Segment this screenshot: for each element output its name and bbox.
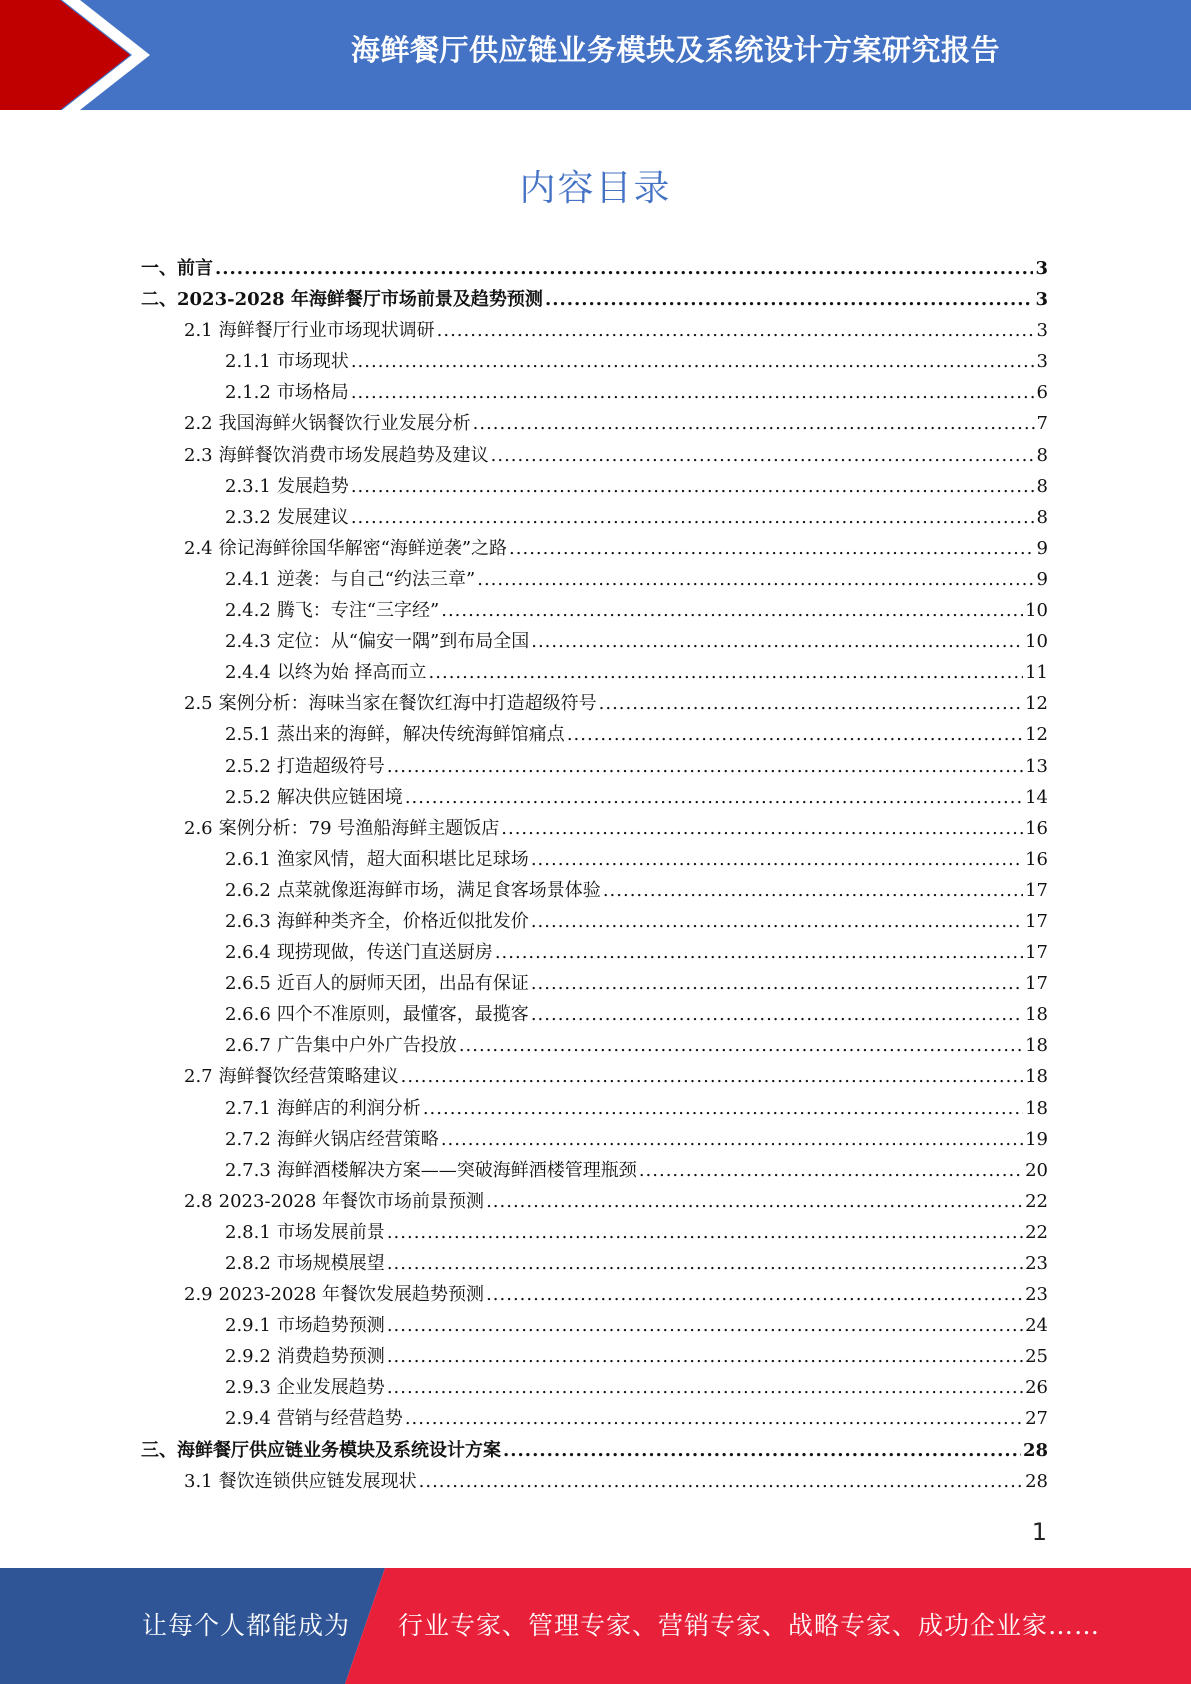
toc-entry-page: 8: [1036, 475, 1048, 497]
toc-entry[interactable]: [141, 534, 1048, 565]
toc-dot-leader: [441, 1129, 1023, 1150]
toc-entry-page: 9: [1036, 568, 1048, 590]
toc-entry-title: 海鲜种类齐全，价格近似批发价: [276, 910, 529, 932]
toc-dot-leader: [495, 942, 1023, 963]
toc-entry-title: 现捞现做，传送门直送厨房: [276, 942, 493, 964]
toc-entry-page: 10: [1025, 631, 1048, 653]
header-band: [0, 0, 1191, 110]
toc-entry-number: 2.4.3: [225, 631, 271, 653]
toc-entry-number: 2.6: [184, 817, 213, 839]
toc-entry[interactable]: [141, 969, 1048, 1000]
toc-entry[interactable]: [141, 254, 1048, 285]
toc-entry-title: 案例分析：海味当家在餐饮红海中打造超级符号: [218, 693, 597, 715]
toc-entry-number: 2.5: [184, 693, 213, 715]
toc-entry[interactable]: [141, 347, 1048, 378]
toc-entry-title: 渔家风情，超大面积堪比足球场: [276, 848, 529, 870]
toc-entry-title: 海鲜餐饮消费市场发展趋势及建议: [218, 444, 489, 466]
toc-entry-number: 2.4: [184, 537, 213, 559]
toc-entry[interactable]: [141, 285, 1048, 316]
page-number: 1: [1031, 1518, 1047, 1546]
toc-dot-leader: [387, 1315, 1023, 1336]
toc-entry-number: 一、: [141, 258, 177, 279]
toc-entry-page: 27: [1025, 1408, 1048, 1430]
toc-entry-page: 23: [1025, 1253, 1048, 1274]
toc-entry[interactable]: [141, 876, 1048, 907]
toc-entry[interactable]: [141, 938, 1048, 969]
toc-dot-leader: [531, 973, 1023, 994]
toc-dot-leader: [459, 1035, 1023, 1056]
toc-entry-number: 2.5.1: [225, 724, 271, 746]
toc-entry-number: 2.6.2: [225, 879, 271, 901]
toc-dot-leader: [531, 911, 1023, 932]
toc-entry-number: 2.7.2: [225, 1128, 271, 1150]
toc-entry[interactable]: [141, 378, 1048, 409]
toc-entry-title: 蒸出来的海鲜，解决传统海鲜馆痛点: [276, 724, 565, 746]
toc-entry-page: 10: [1025, 600, 1048, 622]
toc-entry-page: 17: [1025, 942, 1048, 964]
toc-entry-page: 12: [1025, 693, 1048, 715]
toc-entry-number: 2.3.1: [225, 475, 271, 497]
toc-entry-title: 发展趋势: [276, 475, 349, 497]
toc-entry-page: 20: [1025, 1159, 1048, 1181]
toc-dot-leader: [405, 787, 1023, 808]
toc-entry-number: 2.8.2: [225, 1253, 271, 1274]
toc-entry-number: 2.9.4: [225, 1408, 271, 1430]
toc-entry-number: 2.5.2: [225, 755, 271, 777]
toc-entry-number: 2.9: [184, 1284, 213, 1306]
toc-entry[interactable]: [141, 1062, 1048, 1093]
toc-entry-title: 前言: [177, 258, 213, 279]
toc-entry-number: 2.4.4: [225, 662, 271, 684]
toc-dot-leader: [419, 1471, 1023, 1492]
toc-entry-number: 三、: [141, 1439, 177, 1461]
toc-entry[interactable]: [141, 1467, 1048, 1498]
toc-entry-title: 市场格局: [276, 382, 349, 404]
toc-dot-leader: [501, 818, 1023, 839]
toc-entry-page: 25: [1025, 1346, 1048, 1368]
toc-entry-number: 2.3.2: [225, 506, 271, 528]
toc-dot-leader: [531, 1004, 1023, 1025]
toc-dot-leader: [486, 1284, 1023, 1305]
toc-entry-number: 2.8: [184, 1190, 213, 1212]
toc-entry-title: 广告集中户外广告投放: [276, 1035, 457, 1057]
toc-entry-page: 3: [1035, 289, 1048, 311]
toc-dot-leader: [351, 507, 1035, 528]
toc-entry[interactable]: [141, 409, 1048, 440]
toc-entry-title: 营销与经营趋势: [276, 1408, 403, 1430]
toc-entry-page: 22: [1025, 1190, 1048, 1212]
toc-entry-number: 3.1: [184, 1470, 213, 1492]
toc-entry-title: 以终为始 择高而立: [276, 662, 427, 684]
toc-entry-page: 28: [1025, 1470, 1048, 1492]
toc-dot-leader: [531, 849, 1023, 870]
toc-entry[interactable]: [141, 752, 1048, 783]
toc-entry-page: 17: [1025, 973, 1048, 995]
toc-entry-number: 2.9.1: [225, 1315, 271, 1337]
toc-dot-leader: [387, 1253, 1023, 1274]
toc-entry-number: 二、: [141, 289, 177, 311]
toc-entry-page: 17: [1025, 879, 1048, 901]
toc-entry-title: 餐饮连锁供应链发展现状: [218, 1470, 417, 1492]
toc-entry-page: 11: [1025, 662, 1048, 684]
toc-dot-leader: [351, 476, 1035, 497]
footer-slogan: 让每个人都能成为: [142, 1611, 351, 1640]
toc-entry-title: 发展建议: [276, 506, 349, 528]
toc-entry-page: 18: [1025, 1066, 1048, 1088]
toc-entry-title: 市场现状: [276, 351, 349, 373]
toc-entry-page: 3: [1036, 351, 1048, 373]
toc-entry-page: 18: [1025, 1035, 1048, 1057]
toc-entry[interactable]: [141, 1218, 1048, 1249]
toc-entry-page: 9: [1036, 537, 1048, 559]
toc-entry-number: 2.6.1: [225, 848, 271, 870]
toc-entry-number: 2.7.1: [225, 1097, 271, 1119]
toc-entry-number: 2.4.2: [225, 600, 271, 622]
toc-dot-leader: [437, 320, 1035, 341]
toc-entry[interactable]: [141, 596, 1048, 627]
toc-dot-leader: [599, 693, 1023, 714]
toc-entry[interactable]: [141, 316, 1048, 347]
toc-dot-leader: [351, 382, 1035, 403]
toc-dot-leader: [477, 569, 1034, 590]
toc-entry-title: 点菜就像逛海鲜市场，满足食客场景体验: [276, 879, 601, 901]
toc-entry-title: 定位：从“偏安一隅”到布局全国: [276, 631, 530, 653]
toc-entry-page: 28: [1022, 1439, 1048, 1461]
toc-entry-title: 海鲜火锅店经营策略: [276, 1128, 439, 1150]
toc-entry[interactable]: [141, 1125, 1048, 1156]
toc-entry[interactable]: [141, 1436, 1048, 1467]
toc-entry-title: 海鲜餐厅供应链业务模块及系统设计方案: [177, 1439, 501, 1461]
toc-dot-leader: [486, 1191, 1023, 1212]
toc-entry-page: 3: [1036, 320, 1048, 342]
toc-entry-number: 2.2: [184, 413, 213, 435]
toc-entry[interactable]: [141, 1280, 1048, 1311]
toc-entry-title: 四个不准原则，最懂客，最揽客: [276, 1004, 529, 1026]
toc-entry-number: 2.7: [184, 1066, 213, 1088]
toc-entry-number: 2.1: [184, 320, 213, 342]
toc-entry-title: 市场规模展望: [276, 1253, 385, 1274]
toc-entry[interactable]: [141, 689, 1048, 720]
toc-entry-page: 23: [1025, 1284, 1048, 1306]
toc-dot-leader: [473, 413, 1035, 434]
toc-entry[interactable]: [141, 627, 1048, 658]
toc-entry-page: 16: [1025, 817, 1048, 839]
toc-entry-number: 2.8.1: [225, 1221, 271, 1243]
toc-entry-page: 22: [1025, 1221, 1048, 1243]
toc-entry-number: 2.6.6: [225, 1004, 271, 1026]
toc-entry-number: 2.5.2: [225, 786, 271, 808]
toc-dot-leader: [639, 1160, 1023, 1181]
toc-entry-page: 19: [1025, 1128, 1048, 1150]
toc-entry-page: 6: [1036, 382, 1048, 404]
toc-heading: 内容目录: [519, 168, 672, 209]
toc-entry-page: 26: [1025, 1377, 1048, 1399]
toc-entry-page: 3: [1035, 258, 1048, 279]
toc-entry-title: 海鲜餐饮经营策略建议: [218, 1066, 399, 1088]
header-arrow-icon: [0, 0, 160, 110]
toc-entry[interactable]: [141, 1156, 1048, 1187]
toc-entry-page: 8: [1036, 444, 1048, 466]
toc-entry-number: 2.6.4: [225, 942, 271, 964]
toc-entry[interactable]: [141, 1404, 1048, 1435]
toc-entry-title: 市场趋势预测: [276, 1315, 385, 1337]
toc-entry-title: 近百人的厨师天团，出品有保证: [276, 973, 529, 995]
toc-entry[interactable]: [141, 565, 1048, 596]
toc-entry-title: 徐记海鲜徐国华解密“海鲜逆袭”之路: [218, 537, 508, 559]
toc-entry-title: 消费趋势预测: [276, 1346, 385, 1368]
toc-entry-number: 2.7.3: [225, 1159, 271, 1181]
toc-dot-leader: [531, 631, 1023, 652]
toc-dot-leader: [545, 289, 1034, 310]
toc-entry[interactable]: [141, 783, 1048, 814]
toc-entry[interactable]: [141, 845, 1048, 876]
toc-dot-leader: [567, 724, 1023, 745]
toc-entry-title: 解决供应链困境: [276, 786, 403, 808]
toc-dot-leader: [603, 880, 1023, 901]
table-of-contents: [141, 254, 1048, 1498]
toc-entry[interactable]: [141, 503, 1048, 534]
toc-entry[interactable]: [141, 1094, 1048, 1125]
toc-dot-leader: [401, 1066, 1023, 1087]
toc-entry-page: 18: [1025, 1097, 1048, 1119]
toc-entry-number: 2.9.3: [225, 1377, 271, 1399]
toc-entry-page: 17: [1025, 910, 1048, 932]
toc-entry[interactable]: [141, 1187, 1048, 1218]
toc-entry[interactable]: [141, 441, 1048, 472]
toc-entry-title: 腾飞：专注“三字经”: [276, 600, 440, 622]
toc-entry-page: 12: [1025, 724, 1048, 746]
toc-dot-leader: [503, 1440, 1021, 1461]
toc-entry-page: 18: [1025, 1004, 1048, 1026]
toc-entry-page: 13: [1025, 755, 1048, 777]
toc-dot-leader: [351, 351, 1035, 372]
toc-entry[interactable]: [141, 720, 1048, 751]
toc-dot-leader: [387, 1377, 1023, 1398]
toc-dot-leader: [423, 1098, 1023, 1119]
toc-dot-leader: [387, 1222, 1023, 1243]
toc-entry-title: 案例分析：79 号渔船海鲜主题饭店: [218, 817, 500, 839]
toc-dot-leader: [429, 662, 1024, 683]
toc-entry-number: 2.1.1: [225, 351, 271, 373]
toc-entry-title: 我国海鲜火锅餐饮行业发展分析: [218, 413, 471, 435]
footer-band: [0, 1568, 1191, 1684]
toc-entry-page: 24: [1025, 1315, 1048, 1337]
toc-entry-title: 企业发展趋势: [276, 1377, 385, 1399]
toc-dot-leader: [387, 756, 1023, 777]
toc-entry-title: 2023-2028 年餐饮市场前景预测: [218, 1190, 485, 1212]
toc-entry-page: 7: [1036, 413, 1048, 435]
toc-dot-leader: [509, 538, 1035, 559]
toc-entry-title: 市场发展前景: [276, 1221, 385, 1243]
toc-dot-leader: [441, 600, 1023, 621]
toc-entry-title: 逆袭：与自己“约法三章”: [276, 568, 476, 590]
toc-entry[interactable]: [141, 472, 1048, 503]
toc-dot-leader: [491, 445, 1035, 466]
toc-entry-number: 2.6.3: [225, 910, 271, 932]
toc-entry-number: 2.9.2: [225, 1346, 271, 1368]
toc-entry-number: 2.6.7: [225, 1035, 271, 1057]
toc-entry-number: 2.3: [184, 444, 213, 466]
toc-entry-page: 16: [1025, 848, 1048, 870]
toc-entry[interactable]: [141, 658, 1048, 689]
toc-entry-title: 2023-2028 年海鲜餐厅市场前景及趋势预测: [177, 289, 543, 311]
toc-entry-page: 14: [1025, 786, 1048, 808]
toc-entry[interactable]: [141, 814, 1048, 845]
toc-dot-leader: [387, 1346, 1023, 1367]
toc-entry[interactable]: [141, 1031, 1048, 1062]
report-title: 海鲜餐厅供应链业务模块及系统设计方案研究报告: [350, 33, 1000, 67]
toc-entry[interactable]: [141, 1311, 1048, 1342]
toc-entry[interactable]: [141, 1000, 1048, 1031]
toc-entry-title: 2023-2028 年餐饮发展趋势预测: [218, 1284, 485, 1306]
toc-entry[interactable]: [141, 907, 1048, 938]
toc-entry-number: 2.1.2: [225, 382, 271, 404]
toc-dot-leader: [215, 258, 1033, 279]
toc-entry-number: 2.6.5: [225, 973, 271, 995]
toc-entry[interactable]: [141, 1249, 1048, 1280]
toc-entry-title: 海鲜餐厅行业市场现状调研: [218, 320, 435, 342]
toc-entry-number: 2.4.1: [225, 568, 271, 590]
toc-entry-title: 海鲜酒楼解决方案——突破海鲜酒楼管理瓶颈: [276, 1159, 637, 1181]
footer-expert-list: 行业专家、管理专家、营销专家、战略专家、成功企业家……: [398, 1611, 1101, 1640]
toc-entry-title: 海鲜店的利润分析: [276, 1097, 421, 1119]
toc-entry[interactable]: [141, 1373, 1048, 1404]
toc-entry[interactable]: [141, 1342, 1048, 1373]
toc-entry-page: 8: [1036, 506, 1048, 528]
toc-entry-title: 打造超级符号: [276, 755, 385, 777]
toc-dot-leader: [405, 1408, 1023, 1429]
